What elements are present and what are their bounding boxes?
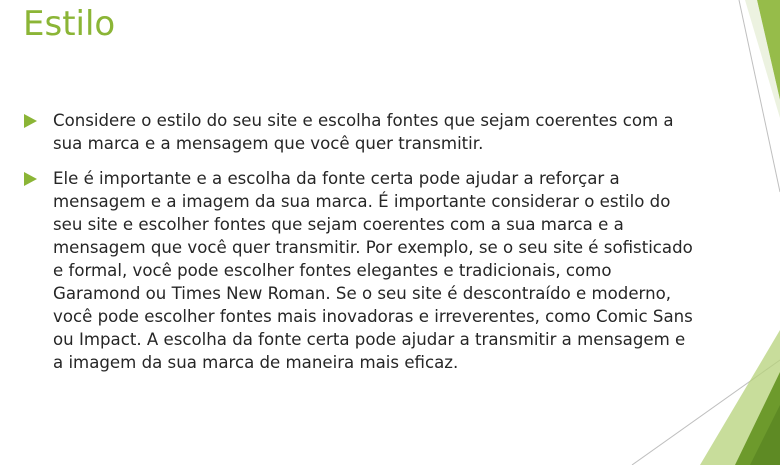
bullet-list bbox=[24, 109, 694, 386]
triangle-bullet-icon bbox=[24, 172, 37, 186]
slide-title: Estilo bbox=[23, 4, 116, 44]
bullet-item bbox=[24, 109, 694, 155]
triangle-bullet-icon bbox=[24, 114, 37, 128]
bullet-item bbox=[24, 167, 694, 374]
bullet-text: Ele é importante e a escolha da fonte certa pode ajudar a reforçar a mensagem e a imagem da sua marca. É importante considerar o estilo do seu site e escolher fontes que sejam coerentes com a sua marca e a mensagem que você quer transmitir. Por exemplo, se o seu site é sofisticado e formal, você pode escolher fontes elegantes e tradicionais, como Garamond ou Times New Roman. Se o seu site é descontraído e moderno, você pode escolher fontes mais inovadoras e irreverentes, como Comic Sans ou Impact. A escolha da fonte certa pode ajudar a transmitir a mensagem e a imagem da sua marca de maneira mais eficaz. bbox=[53, 169, 693, 372]
bullet-text: Considere o estilo do seu site e escolha fontes que sejam coerentes com a sua marca e a mensagem que você quer transmitir. bbox=[53, 111, 674, 153]
